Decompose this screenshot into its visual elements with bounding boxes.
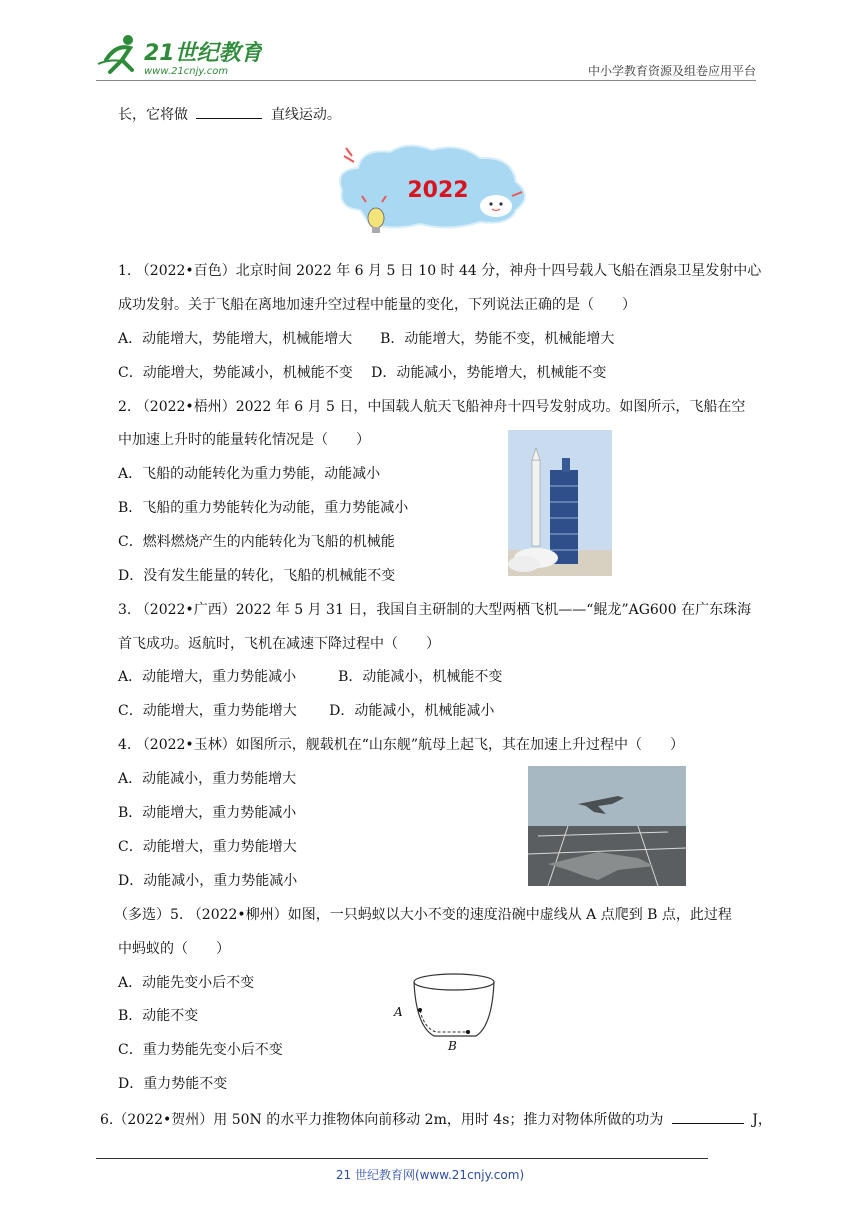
- q4-option-c: C．动能增大，重力势能增大: [118, 839, 297, 855]
- point-b-label: B: [448, 1039, 457, 1053]
- q6-before: 6.（2022•贺州）用 50N 的水平力推物体向前移动 2m，用时 4s；推力对物体所做的功为: [100, 1112, 664, 1128]
- header-divider: [96, 80, 756, 81]
- q4-option-b: B．动能增大，重力势能减小: [118, 805, 297, 821]
- q1-option-row: A．动能增大，势能增大，机械能增大 B．动能增大，势能不变，机械能增大: [118, 331, 615, 347]
- intro-before: 长，它将做: [118, 107, 188, 123]
- q5-option-c: C．重力势能先变小后不变: [118, 1042, 283, 1058]
- badge-year: 2022: [407, 178, 469, 203]
- q5-option-d: D．重力势能不变: [118, 1076, 228, 1092]
- carrier-aircraft-photo: [528, 766, 686, 886]
- q4-line1: 4. （2022•玉林）如图所示，舰载机在“山东舰”航母上起飞，其在加速上升过程中（ ）: [118, 737, 685, 753]
- point-a-label: A: [394, 1005, 403, 1019]
- q4-option-a: A．动能减小，重力势能增大: [118, 771, 297, 787]
- q2-option-d: D．没有发生能量的转化，飞船的机械能不变: [118, 568, 396, 584]
- q1-line2: 成功发射。关于飞船在离地加速升空过程中能量的变化，下列说法正确的是（ ）: [118, 297, 636, 313]
- q2-line2: 中加速上升时的能量转化情况是（ ）: [118, 432, 370, 448]
- bowl-diagram: [390, 968, 500, 1054]
- q6-line: [100, 1109, 772, 1129]
- site-logo: [92, 30, 262, 80]
- year-section-badge: [320, 140, 540, 240]
- q5-line2: 中蚂蚁的（ ）: [118, 941, 230, 957]
- q1-line1: 1. （2022•百色）北京时间 2022 年 6 月 5 日 10 时 44 分，神舟十四号载人飞船在酒泉卫星发射中心: [118, 263, 762, 279]
- q2-option-c: C．燃料燃烧产生的内能转化为飞船的机械能: [118, 534, 395, 550]
- q2-line1: 2. （2022•梧州）2022 年 6 月 5 日，中国载人航天飞船神舟十四号发射成功。如图所示，飞船在空: [118, 399, 746, 415]
- q3-line2: 首飞成功。返航时，飞机在减速下降过程中（ ）: [118, 636, 440, 652]
- q4-option-d: D．动能减小，重力势能减小: [118, 873, 298, 889]
- logo-text: 21世纪教育: [144, 41, 262, 66]
- q3-line1: 3. （2022•广西）2022 年 5 月 31 日，我国自主研制的大型两栖飞机——“鲲龙”AG600 在广东珠海: [118, 602, 752, 618]
- q2-option-b: B．飞船的重力势能转化为动能，重力势能减小: [118, 500, 409, 516]
- q5-option-a: A．动能先变小后不变: [118, 975, 255, 991]
- intro-line: [118, 104, 341, 124]
- answer-blank[interactable]: [196, 104, 262, 119]
- smiling-cloud-icon: [480, 195, 512, 217]
- q3-option-row: A．动能增大，重力势能减小 B．动能减小，机械能不变: [118, 669, 503, 685]
- rocket-launch-photo: [508, 430, 612, 576]
- answer-blank[interactable]: [672, 1109, 744, 1124]
- q1-option-row: C．动能增大，势能减小，机械能不变 D．动能减小，势能增大，机械能不变: [118, 365, 607, 381]
- q6-after: J，: [752, 1112, 772, 1128]
- intro-after: 直线运动。: [270, 107, 341, 123]
- q5-line1: （多选）5. （2022•柳州）如图，一只蚂蚁以大小不变的速度沿碗中虚线从 A 点爬到 B 点，此过程: [114, 907, 732, 923]
- q5-option-b: B．动能不变: [118, 1008, 199, 1024]
- footer-source: 21 世纪教育网(www.21cnjy.com): [335, 1168, 525, 1182]
- logo-url: www.21cnjy.com: [144, 66, 229, 77]
- q3-option-row: C．动能增大，重力势能增大 D．动能减小，机械能减小: [118, 703, 495, 719]
- q2-option-a: A．飞船的动能转化为重力势能，动能减小: [118, 466, 381, 482]
- site-tagline: 中小学教育资源及组卷应用平台: [587, 64, 756, 78]
- footer-divider: [96, 1158, 708, 1159]
